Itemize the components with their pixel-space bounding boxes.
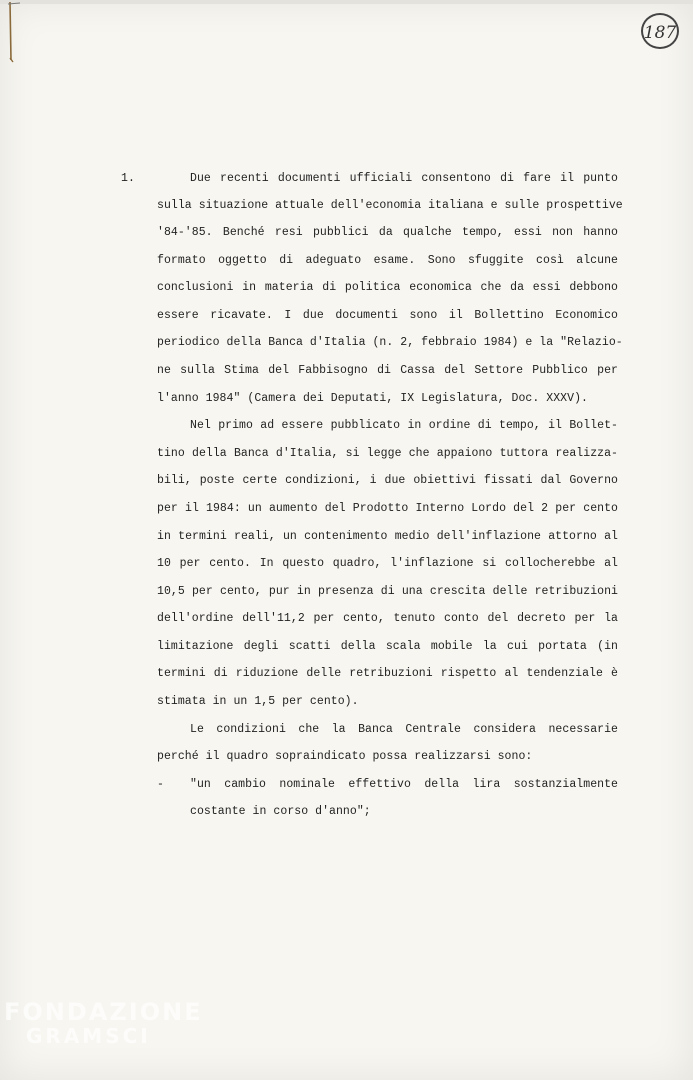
text-line: essere ricavate. I due documenti sono il Bollettino Economico bbox=[157, 309, 618, 322]
bullet-dash: - bbox=[157, 778, 164, 791]
text-line: in termini reali, un contenimento medio dell'inflazione attorno al bbox=[157, 530, 618, 543]
text-line: 10 per cento. In questo quadro, l'inflazione si collocherebbe al bbox=[157, 557, 618, 570]
paragraph-number: 1. bbox=[121, 172, 135, 185]
text-line: bili, poste certe condizioni, i due obiettivi fissati dal Governo bbox=[157, 474, 618, 487]
text-line: Due recenti documenti ufficiali consentono di fare il punto bbox=[190, 172, 618, 185]
text-line: Nel primo ad essere pubblicato in ordine di tempo, il Bollet- bbox=[190, 419, 618, 432]
fondazione-gramsci-watermark bbox=[4, 1000, 203, 1048]
watermark-line: FONDAZIONE bbox=[4, 998, 203, 1026]
text-line: Le condizioni che la Banca Centrale considera necessarie bbox=[190, 723, 618, 736]
text-line: formato oggetto di adeguato esame. Sono sfuggite così alcune bbox=[157, 254, 618, 267]
text-line: termini di riduzione delle retribuzioni rispetto al tendenziale è bbox=[157, 667, 618, 680]
page-top-edge bbox=[0, 0, 693, 4]
text-line: tino della Banca d'Italia, si legge che appaiono tuttora realizza- bbox=[157, 447, 618, 460]
page-number-stamp: 187 bbox=[641, 13, 679, 49]
text-line: sulla situazione attuale dell'economia italiana e sulle prospettive bbox=[157, 199, 623, 212]
text-line: conclusioni in materia di politica economica che da essi debbono bbox=[157, 281, 618, 294]
text-line: '84-'85. Benché resi pubblici da qualche tempo, essi non hanno bbox=[157, 226, 618, 239]
text-line: periodico della Banca d'Italia (n. 2, febbraio 1984) e la "Relazio- bbox=[157, 336, 623, 349]
text-line: limitazione degli scatti della scala mobile la cui portata (in bbox=[157, 640, 618, 653]
text-line: stimata in un 1,5 per cento). bbox=[157, 695, 359, 708]
text-line: ne sulla Stima del Fabbisogno di Cassa del Settore Pubblico per bbox=[157, 364, 618, 377]
text-line: l'anno 1984" (Camera dei Deputati, IX Legislatura, Doc. XXXV). bbox=[157, 392, 588, 405]
watermark-line: GRAMSCI bbox=[26, 1024, 151, 1048]
text-line: per il 1984: un aumento del Prodotto Interno Lordo del 2 per cento bbox=[157, 502, 618, 515]
corner-staple-mark bbox=[4, 0, 24, 70]
text-line: "un cambio nominale effettivo della lira sostanzialmente bbox=[190, 778, 618, 791]
text-line: costante in corso d'anno"; bbox=[190, 805, 371, 818]
text-line: perché il quadro sopraindicato possa realizzarsi sono: bbox=[157, 750, 533, 763]
text-line: dell'ordine dell'11,2 per cento, tenuto conto del decreto per la bbox=[157, 612, 618, 625]
text-line: 10,5 per cento, pur in presenza di una crescita delle retribuzioni bbox=[157, 585, 618, 598]
